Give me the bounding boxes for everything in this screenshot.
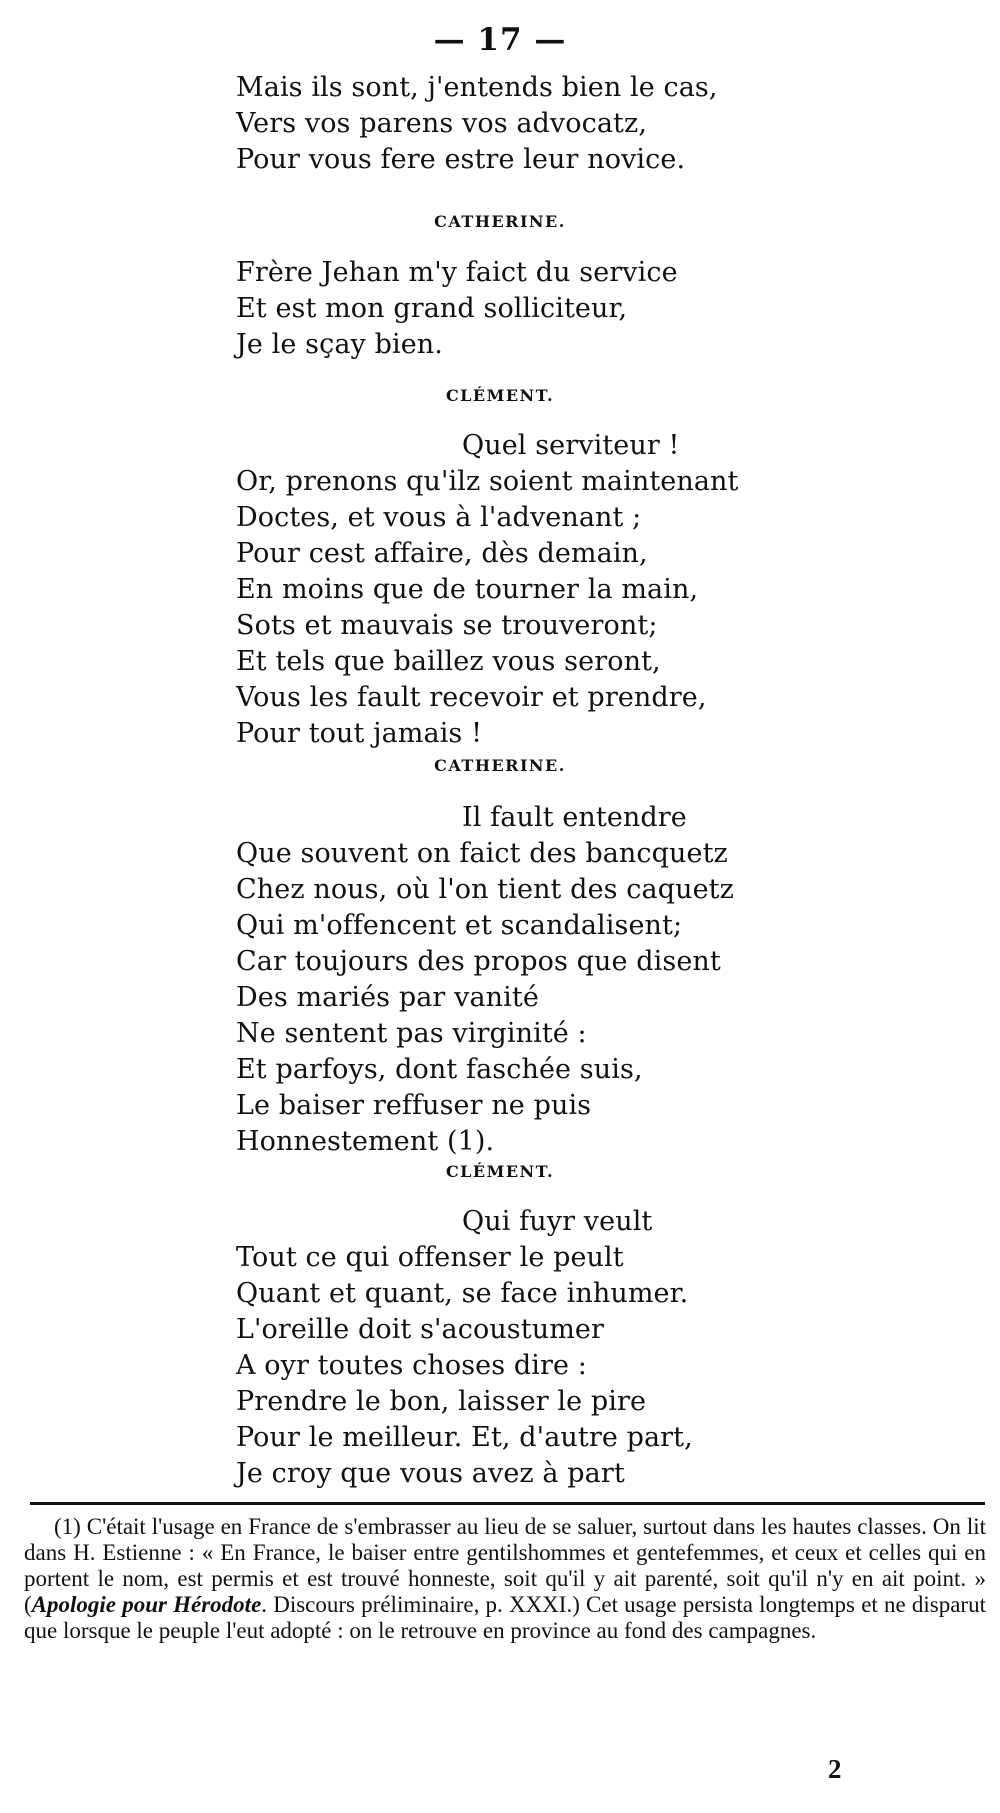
verse-line: Qui m'offencent et scandalisent;	[236, 910, 683, 941]
verse-block-3	[236, 428, 738, 752]
speaker-name: CATHERINE.	[434, 756, 566, 775]
verse-line: Sots et mauvais se trouveront;	[236, 610, 658, 641]
verse-line: Quant et quant, se face inhumer.	[236, 1278, 689, 1309]
verse-line: Je croy que vous avez à part	[236, 1458, 625, 1489]
signature-mark: 2	[828, 1754, 842, 1784]
speaker-name: CATHERINE.	[434, 212, 566, 231]
verse-line: Que souvent on faict des bancquetz	[236, 838, 728, 869]
verse-line: Et est mon grand solliciteur,	[236, 293, 628, 324]
verse-line: En moins que de tourner la main,	[236, 574, 699, 605]
verse-line: Pour le meilleur. Et, d'autre part,	[236, 1422, 693, 1453]
verse-line: Et tels que baillez vous seront,	[236, 646, 661, 677]
verse-line: Pour tout jamais !	[236, 718, 483, 749]
speaker-name: CLÉMENT.	[445, 1162, 555, 1181]
verse-line: Et parfoys, dont faschée suis,	[236, 1054, 643, 1085]
verse-block-2	[236, 255, 678, 363]
verse-line: L'oreille doit s'acoustumer	[236, 1314, 604, 1345]
footnote-text	[24, 1514, 986, 1644]
verse-line: Pour vous fere estre leur novice.	[236, 144, 686, 175]
verse-line: Prendre le bon, laisser le pire	[236, 1386, 647, 1417]
verse-line-indented: Quel serviteur !	[462, 430, 680, 461]
footnote-citation-title: Apologie pour Hérodote	[31, 1592, 262, 1617]
verse-line: Honnestement (1).	[236, 1126, 495, 1157]
verse-line: Vers vos parens vos advocatz,	[236, 108, 647, 139]
speaker-name: CLÉMENT.	[445, 386, 555, 405]
verse-line: Des mariés par vanité	[236, 982, 539, 1013]
footnote-text-part1: (1) C'était l'usage en France de s'embrasser au lieu de se saluer, surtout dans les hautes classes. On lit dans H. Estienne : « En France, le baiser entre gentilshommes et gentefemmes, et ceux et celles qui en portent le nom, est permis et est trouvé honneste, soit qu'il y ait parenté, soit qu'il n'y en ait point. » (	[24, 1514, 986, 1617]
page-number: — 17 —	[433, 22, 567, 58]
verse-line: Je le sçay bien.	[236, 329, 443, 360]
verse-block-1	[236, 70, 718, 178]
verse-line: Ne sentent pas virginité :	[236, 1018, 587, 1049]
verse-line: Chez nous, où l'on tient des caquetz	[236, 874, 734, 905]
verse-line: A oyr toutes choses dire :	[236, 1350, 587, 1381]
footnote-text-part2: . Discours préliminaire, p. XXXI.) Cet usage persista longtemps et ne disparut que lorsque le peuple l'eut adopté : on le retrouve en province au fond des campagnes.	[24, 1592, 986, 1643]
verse-line: Le baiser reffuser ne puis	[236, 1090, 592, 1121]
verse-line: Doctes, et vous à l'advenant ;	[236, 502, 642, 533]
verse-line: Vous les fault recevoir et prendre,	[236, 682, 707, 713]
verse-line: Or, prenons qu'ilz soient maintenant	[236, 466, 739, 497]
verse-block-4	[236, 800, 734, 1160]
verse-line: Pour cest affaire, dès demain,	[236, 538, 648, 569]
verse-line: Car toujours des propos que disent	[236, 946, 721, 977]
verse-line: Mais ils sont, j'entends bien le cas,	[236, 72, 718, 103]
verse-line-indented: Il fault entendre	[462, 802, 687, 833]
verse-block-5	[236, 1204, 693, 1492]
footnote-separator	[30, 1502, 985, 1505]
verse-line: Frère Jehan m'y faict du service	[236, 257, 678, 288]
verse-line: Tout ce qui offenser le peult	[236, 1242, 624, 1273]
footnote	[24, 1514, 986, 1644]
verse-line-indented: Qui fuyr veult	[462, 1206, 653, 1237]
